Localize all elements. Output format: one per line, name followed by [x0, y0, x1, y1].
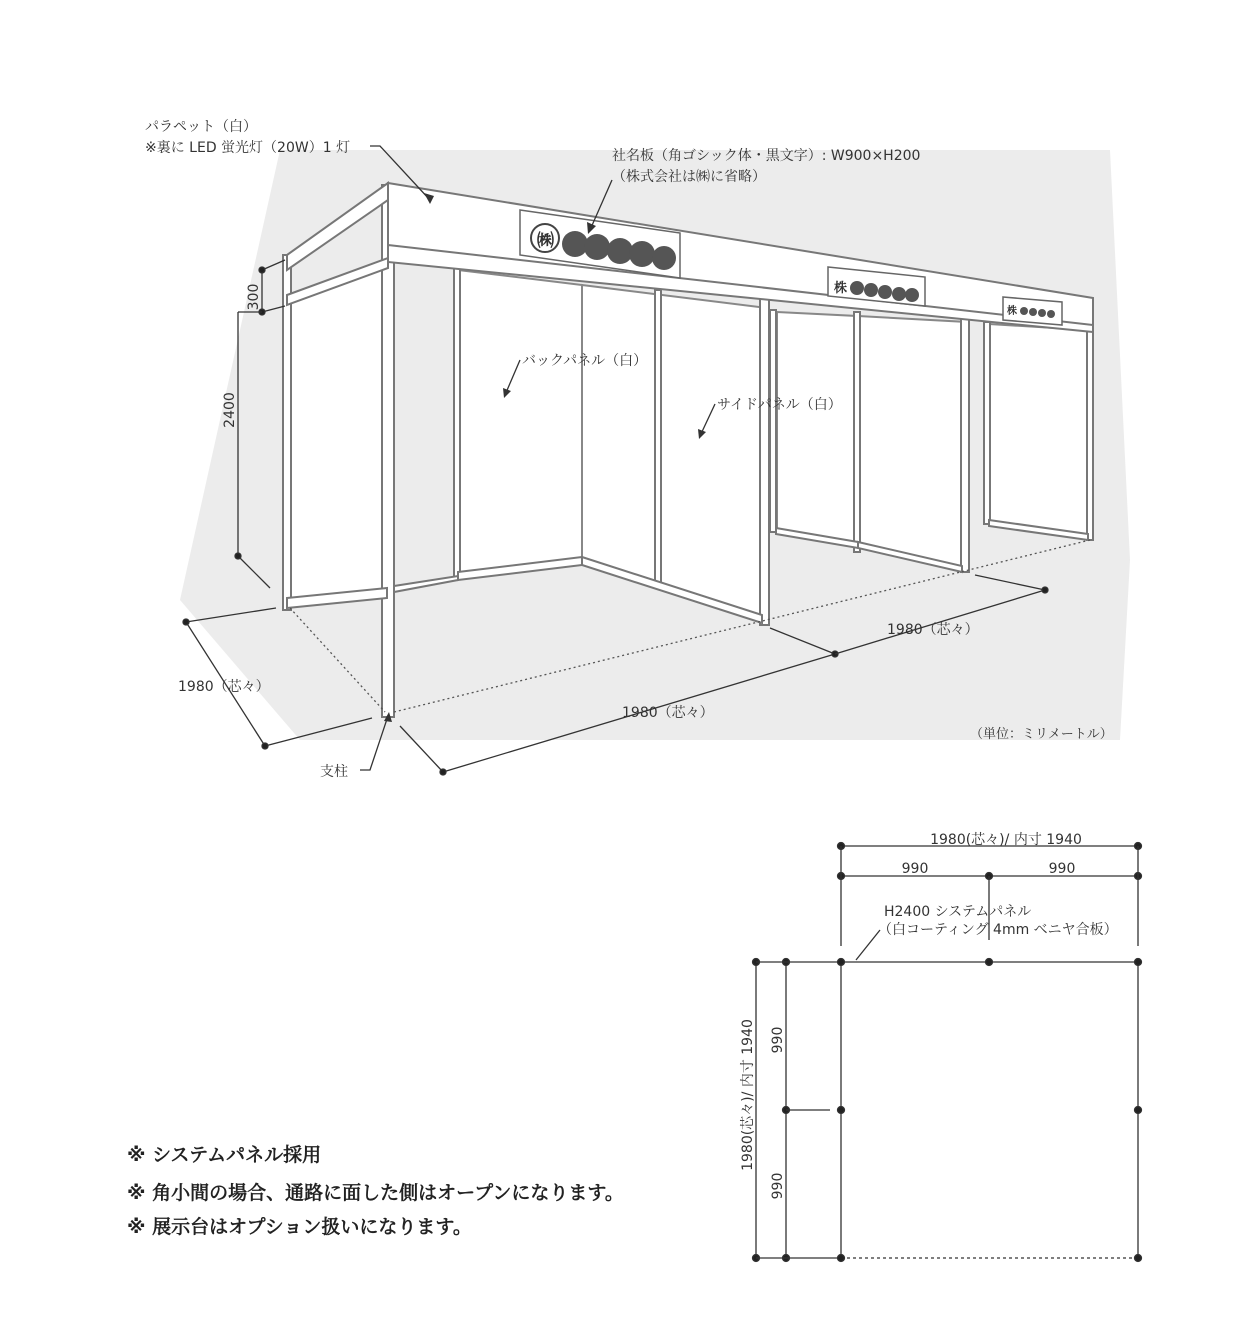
- plan-half-2: 990: [1048, 861, 1076, 877]
- dim-width: 1980（芯々）: [622, 705, 714, 721]
- plan-panel-label-1: H2400 システムパネル: [884, 904, 1032, 920]
- parapet-note: ※裏に LED 蛍光灯（20W）1 灯: [145, 140, 351, 156]
- signboard-label: 社名板（角ゴシック体・黒文字）: W900×H200: [612, 148, 921, 164]
- dim-2400: 2400: [222, 392, 238, 428]
- side-panel-label: サイドパネル（白）: [717, 397, 842, 413]
- unit-note: （単位：ミリメートル）: [970, 727, 1113, 742]
- plan-total-width: 1980(芯々)/ 内寸 1940: [930, 832, 1082, 848]
- post-label: 支柱: [320, 764, 348, 780]
- sign-kabu-2: 株: [834, 281, 848, 296]
- plan-panel-label-2: （白コーティング 4mm ベニヤ合板）: [878, 922, 1118, 938]
- sign-kabu-1: ㈱: [537, 231, 554, 251]
- plan-total-depth: 1980(芯々)/ 内寸 1940: [740, 1019, 756, 1171]
- dim-width-2: 1980（芯々）: [887, 622, 979, 638]
- parapet-label: パラペット（白）: [145, 119, 257, 135]
- plan-depth-half-1: 990: [770, 1026, 786, 1054]
- sign-kabu-3: 株: [1007, 306, 1017, 317]
- dim-depth: 1980（芯々）: [178, 679, 270, 695]
- dim-300: 300: [246, 283, 262, 311]
- note-3: ※ 展示台はオプション扱いになります。: [127, 1216, 472, 1238]
- plan-depth-half-2: 990: [770, 1172, 786, 1200]
- note-2: ※ 角小間の場合、通路に面した側はオープンになります。: [127, 1182, 624, 1204]
- back-panel-label: バックパネル（白）: [522, 353, 648, 369]
- plan-half-1: 990: [901, 861, 929, 877]
- note-1: ※ システムパネル採用: [127, 1144, 322, 1166]
- signboard-note: （株式会社は㈱に省略）: [612, 169, 766, 185]
